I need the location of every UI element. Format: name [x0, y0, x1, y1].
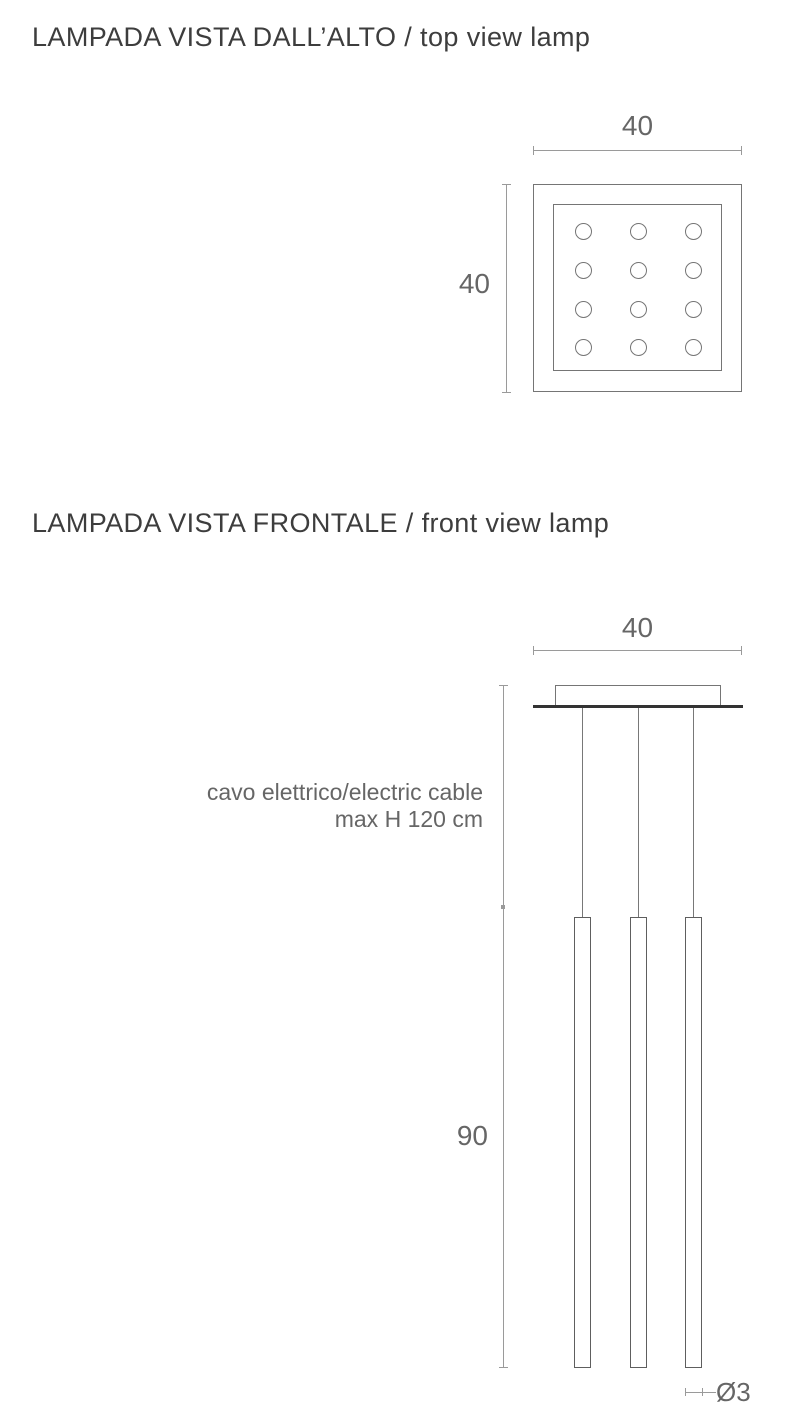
top-view-inner-square: [553, 204, 722, 371]
front-view-width-label: 40: [621, 612, 654, 643]
front-view-width-dim-line: [533, 650, 742, 651]
cable-note-line2: max H 120 cm: [334, 806, 483, 832]
pendant-tube: [685, 917, 702, 1368]
led-hole: [685, 339, 702, 356]
dim-tick: [685, 1388, 686, 1396]
top-view-height-dim-line: [506, 184, 507, 392]
dim-tick: [502, 184, 511, 185]
led-hole: [685, 301, 702, 318]
pendant-tube: [574, 917, 591, 1368]
dim-tick: [741, 146, 742, 155]
dim-divider-dot: [501, 905, 505, 909]
led-hole: [630, 339, 647, 356]
led-hole: [575, 262, 592, 279]
dim-tick: [499, 1367, 508, 1368]
top-view-title: LAMPADA VISTA DALL’ALTO / top view lamp: [32, 22, 591, 52]
led-hole: [685, 223, 702, 240]
electric-cable: [693, 708, 694, 917]
led-hole: [575, 223, 592, 240]
led-hole: [630, 301, 647, 318]
led-hole: [630, 262, 647, 279]
led-hole-grid: [554, 205, 721, 370]
top-view-height-label: 40: [458, 268, 490, 299]
diameter-label: Ø3: [716, 1377, 751, 1407]
front-view-title: LAMPADA VISTA FRONTALE / front view lamp: [32, 508, 610, 538]
electric-cable: [638, 708, 639, 917]
led-hole: [575, 301, 592, 318]
cable-note-line1: cavo elettrico/electric cable: [206, 779, 483, 805]
dim-tick: [502, 392, 511, 393]
dim-tick: [499, 685, 508, 686]
top-view-width-label: 40: [621, 110, 654, 141]
cable-note: [150, 779, 483, 833]
dim-tick: [741, 646, 742, 655]
led-hole: [630, 223, 647, 240]
tube-length-label: 90: [456, 1120, 488, 1151]
dim-tick: [702, 1388, 703, 1396]
top-view-width-dim-line: [533, 150, 742, 151]
dim-tick: [533, 146, 534, 155]
led-hole: [685, 262, 702, 279]
front-view-canopy: [555, 685, 721, 707]
dim-tick: [533, 646, 534, 655]
led-hole: [575, 339, 592, 356]
electric-cable: [582, 708, 583, 917]
front-view-height-dim-line: [503, 685, 504, 1367]
diameter-dim-line: [685, 1392, 716, 1393]
pendant-tube: [630, 917, 647, 1368]
